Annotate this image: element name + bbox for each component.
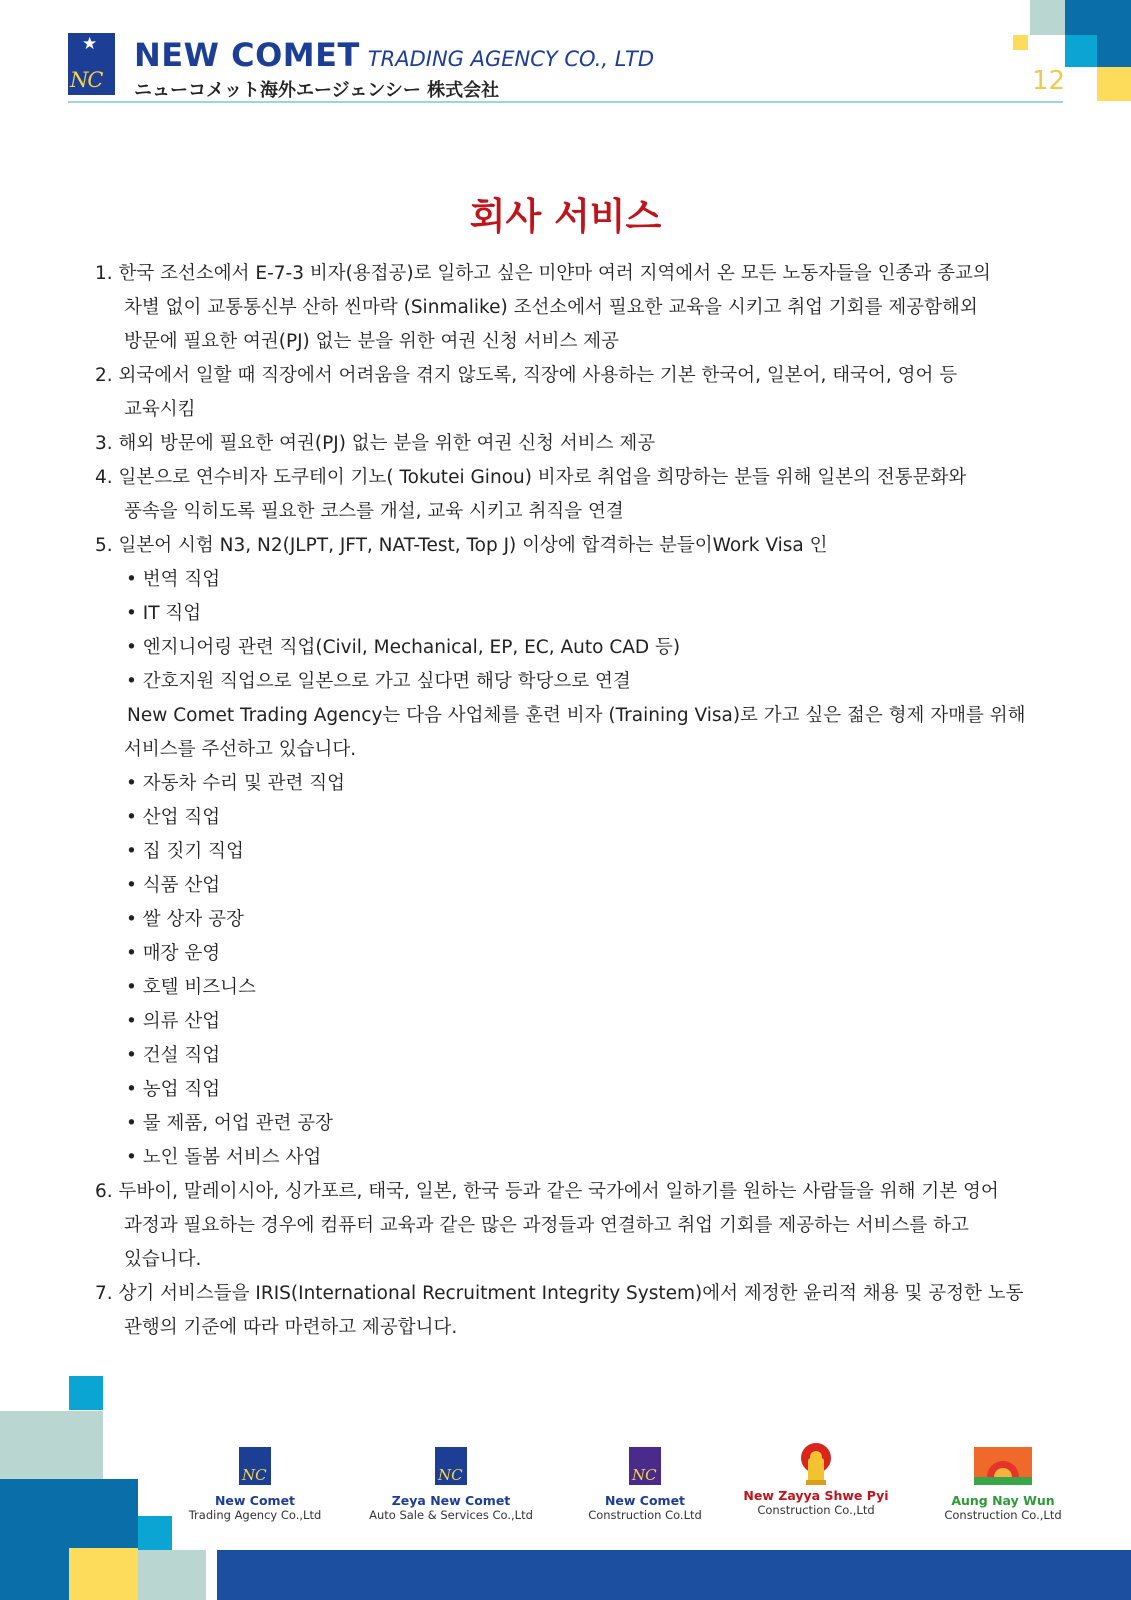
list-item: • 매장 운영 xyxy=(126,943,221,964)
page-title: 회사 서비스 xyxy=(469,195,662,238)
brand-name xyxy=(134,36,654,74)
header-divider xyxy=(68,101,1063,103)
text-line: 과정과 필요하는 경우에 컴퓨터 교육과 같은 많은 과정들과 연결하고 취업 기회를 제공하는 서비스를 하고 xyxy=(124,1215,969,1236)
text-line: 서비스를 주선하고 있습니다. xyxy=(124,739,357,760)
company-name: New Zayya Shwe Pyi xyxy=(743,1488,889,1503)
nc-logo-icon: NC xyxy=(239,1447,271,1485)
text-line: New Comet Trading Agency는 다음 사업체를 훈련 비자 (Training Visa)로 가고 싶은 젊은 형제 자매를 위해 xyxy=(127,705,1026,726)
list-item: • 식품 산업 xyxy=(126,875,221,896)
text-line: 방문에 필요한 여권(PJ) 없는 분을 위한 여권 신청 서비스 제공 xyxy=(124,331,620,352)
list-item: • 자동차 수리 및 관련 직업 xyxy=(126,773,346,794)
list-item: • 쌀 상자 공장 xyxy=(126,909,244,930)
deco-square xyxy=(1030,0,1065,35)
text-line: 7. 상기 서비스들을 IRIS(International Recruitment Integrity System)에서 제정한 윤리적 채용 및 공정한 노동 xyxy=(95,1283,1024,1304)
list-item: • 농업 직업 xyxy=(126,1079,221,1100)
star-icon: ★ xyxy=(82,34,98,54)
company-name: New Comet xyxy=(604,1493,686,1508)
company-name: Zeya New Comet xyxy=(391,1493,511,1508)
text-line: 3. 해외 방문에 필요한 여권(PJ) 없는 분을 위한 여권 신청 서비스 제공 xyxy=(95,433,656,454)
list-item: • 엔지니어링 관련 직업(Civil, Mechanical, EP, EC, Auto CAD 등) xyxy=(126,637,681,658)
company-sub: Construction Co.,Ltd xyxy=(757,1503,875,1517)
list-item: • 집 짓기 직업 xyxy=(126,841,244,862)
footer-company xyxy=(565,1447,725,1522)
company-sub: Trading Agency Co.,Ltd xyxy=(188,1508,322,1522)
text-line: 풍속을 익히도록 필요한 코스를 개설, 교육 시키고 취직을 연결 xyxy=(124,501,624,522)
list-item: • IT 직업 xyxy=(126,603,202,624)
deco-square xyxy=(69,1376,103,1410)
list-item: • 의류 산업 xyxy=(126,1011,221,1032)
deco-square xyxy=(1065,0,1131,35)
text-line: 5. 일본어 시험 N3, N2(JLPT, JFT, NAT-Test, Top J) 이상에 합격하는 분들이Work Visa 인 xyxy=(95,535,828,556)
company-name: New Comet xyxy=(214,1493,296,1508)
brand-main: NEW COMET xyxy=(134,36,360,74)
text-line: 6. 두바이, 말레이시아, 싱가포르, 태국, 일본, 한국 등과 같은 국가에서 일하기를 원하는 사람들을 위해 기본 영어 xyxy=(95,1181,999,1202)
deco-square xyxy=(138,1516,172,1550)
list-item: • 간호지원 직업으로 일본으로 가고 싶다면 해당 학당으로 연결 xyxy=(126,671,631,692)
list-item: • 호텔 비즈니스 xyxy=(126,977,256,998)
list-item: • 번역 직업 xyxy=(126,569,221,590)
sunrise-icon xyxy=(974,1447,1032,1485)
nc-logo-icon: NC xyxy=(629,1447,661,1485)
text-line: 2. 외국에서 일할 때 직장에서 어려움을 겪지 않도록, 직장에 사용하는 기본 한국어, 일본어, 태국어, 영어 등 xyxy=(95,365,958,386)
lion-icon xyxy=(798,1442,834,1486)
company-logo xyxy=(68,33,115,95)
list-item: • 건설 직업 xyxy=(126,1045,221,1066)
deco-square xyxy=(1097,35,1131,67)
deco-square xyxy=(69,1548,138,1600)
page-number: 12 xyxy=(1032,66,1066,96)
deco-square xyxy=(1013,35,1028,50)
text-line: 관행의 기준에 따라 마련하고 제공합니다. xyxy=(124,1317,458,1338)
text-line: 1. 한국 조선소에서 E-7-3 비자(용접공)로 일하고 싶은 미얀마 여러 지역에서 온 모든 노동자들을 인종과 종교의 xyxy=(95,263,991,284)
list-item: • 산업 직업 xyxy=(126,807,221,828)
text-line: 차별 없이 교통통신부 산하 씬마락 (Sinmalike) 조선소에서 필요한 교육을 시키고 취업 기회를 제공함해외 xyxy=(124,297,978,318)
footer-company xyxy=(740,1442,892,1517)
brand-japanese: ニューコメット海外エージェンシー 株式会社 xyxy=(134,80,500,101)
company-sub: Construction Co.,Ltd xyxy=(944,1508,1062,1522)
text-line: 교육시킴 xyxy=(124,399,196,420)
nc-logo-icon: NC xyxy=(435,1447,467,1485)
footer-company xyxy=(361,1447,541,1522)
deco-square xyxy=(69,1411,103,1479)
company-sub: Auto Sale & Services Co.,Ltd xyxy=(369,1508,533,1522)
text-line: 4. 일본으로 연수비자 도쿠테이 기노( Tokutei Ginou) 비자로 취업을 희망하는 분들 위해 일본의 전통문화와 xyxy=(95,467,967,488)
list-item: • 물 제품, 어업 관련 공장 xyxy=(126,1113,334,1134)
deco-square xyxy=(138,1550,206,1600)
brand-sub: TRADING AGENCY CO., LTD xyxy=(367,47,655,71)
footer-company xyxy=(175,1447,335,1522)
deco-square xyxy=(1097,67,1131,101)
deco-square xyxy=(1065,35,1097,67)
company-sub: Construction Co.Ltd xyxy=(588,1508,702,1522)
list-item: • 노인 돌봄 서비스 사업 xyxy=(126,1147,322,1168)
text-line: 있습니다. xyxy=(124,1249,202,1270)
company-name: Aung Nay Wun xyxy=(951,1493,1055,1508)
logo-text: NC xyxy=(70,68,103,92)
footer-bar xyxy=(217,1550,1131,1600)
footer-company xyxy=(928,1447,1078,1522)
deco-square xyxy=(0,1411,69,1479)
